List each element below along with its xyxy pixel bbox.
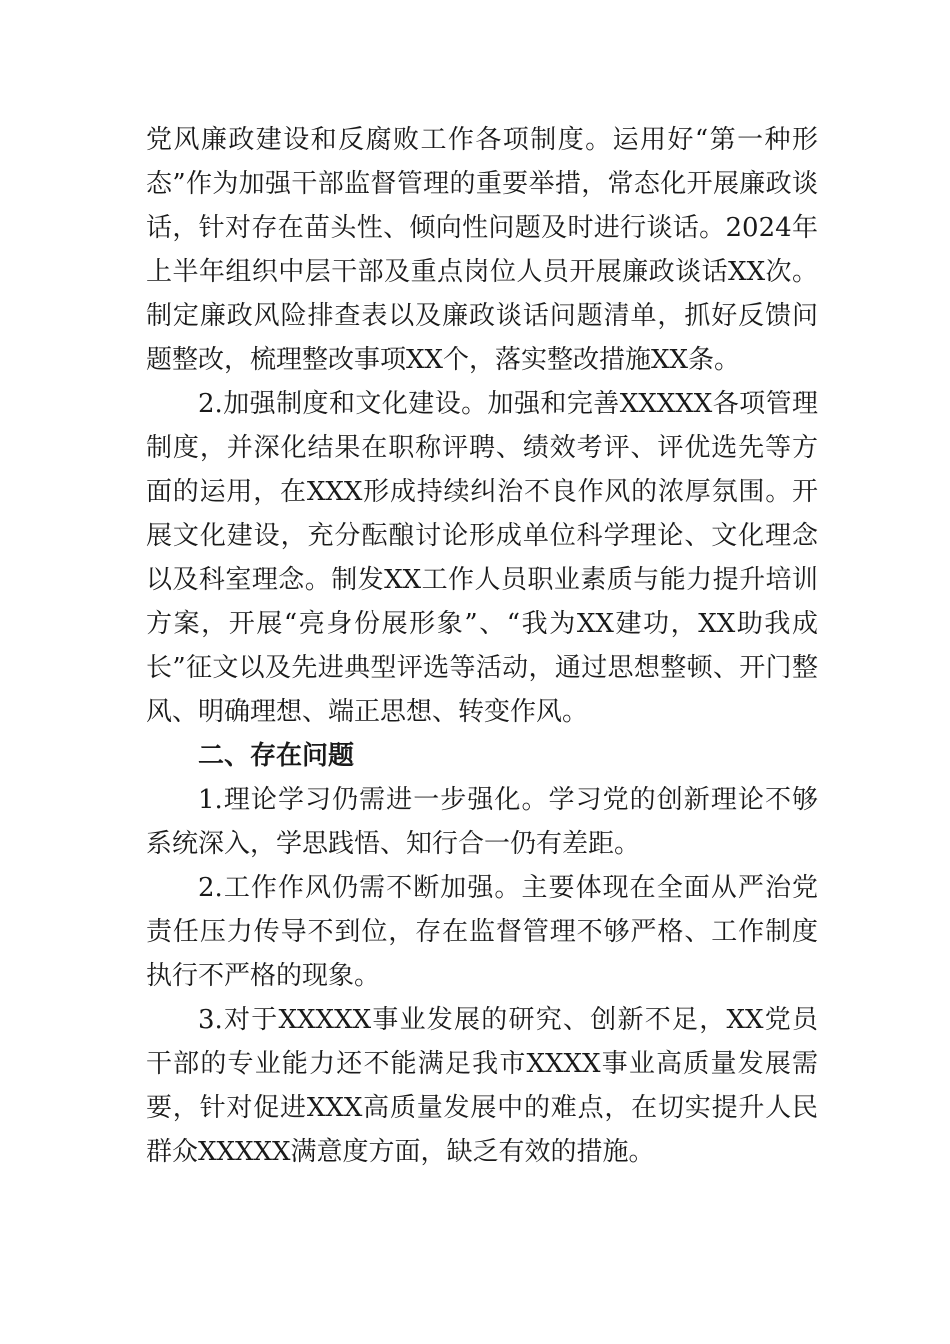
document-body (146, 118, 818, 1174)
paragraph-theory-study: 1.理论学习仍需进一步强化。学习党的创新理论不够系统深入，学思践悟、知行合一仍有差距。 (146, 785, 818, 859)
paragraph-innovation: 3.对于XXXXX事业发展的研究、创新不足，XX党员干部的专业能力还不能满足我市XXXX事业高质量发展需要，针对促进XXX高质量发展中的难点，在切实提升人民群众XXXXX满意度方面，缺乏有效的措施。 (146, 1005, 818, 1167)
section-heading-existing-problems: 二、存在问题 (198, 741, 355, 771)
paragraph-system-culture: 2.加强制度和文化建设。加强和完善XXXXX各项管理制度，并深化结果在职称评聘、绩效考评、评优选先等方面的运用，在XXX形成持续纠治不良作风的浓厚氛围。开展文化建设，充分酝酿讨论形成单位科学理论、文化理念以及科室理念。制发XX工作人员职业素质与能力提升培训方案，开展“亮身份展形象”、“我为XX建功，XX助我成长”征文以及先进典型评选等活动，通过思想整顿、开门整风、明确理想、端正思想、转变作风。 (146, 389, 818, 727)
paragraph-continuation: 党风廉政建设和反腐败工作各项制度。运用好“第一种形态”作为加强干部监督管理的重要举措，常态化开展廉政谈话，针对存在苗头性、倾向性问题及时进行谈话。2024年上半年组织中层干部及重点岗位人员开展廉政谈话XX次。制定廉政风险排查表以及廉政谈话问题清单，抓好反馈问题整改，梳理整改事项XX个，落实整改措施XX条。 (146, 125, 818, 375)
paragraph-work-style: 2.工作作风仍需不断加强。主要体现在全面从严治党责任压力传导不到位，存在监督管理不够严格、工作制度执行不严格的现象。 (146, 873, 818, 991)
